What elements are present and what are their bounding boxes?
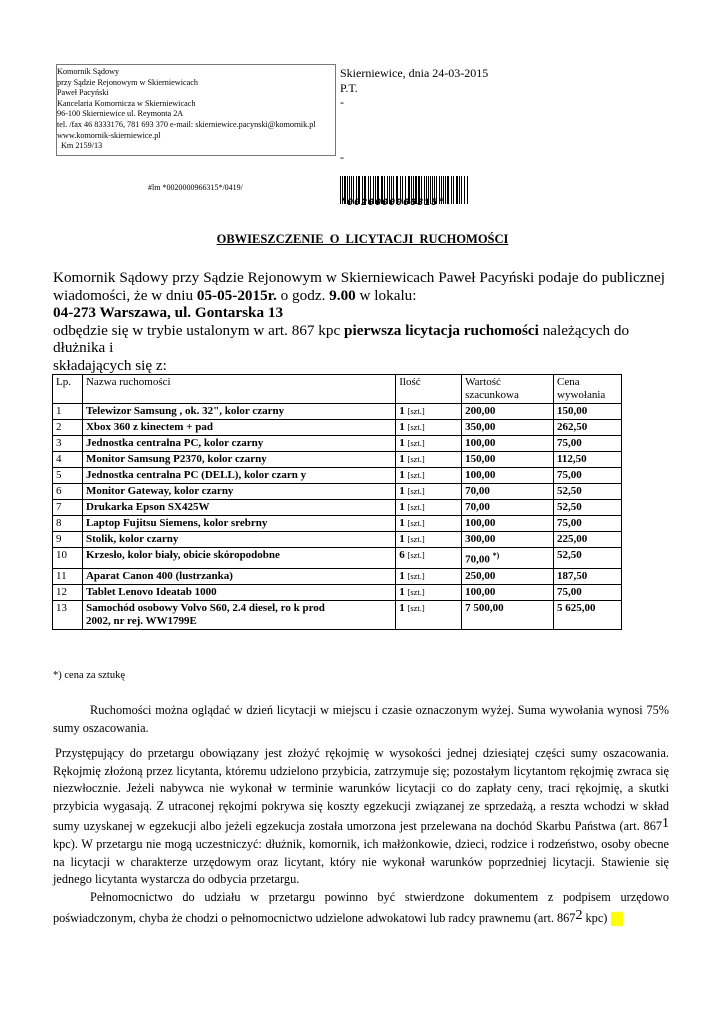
item-name-cell — [82, 452, 395, 468]
table-row — [53, 532, 622, 548]
item-name-cell — [82, 500, 395, 516]
paragraph-deposit — [53, 745, 669, 889]
item-name: Xbox 360 z kinectem + pad — [85, 421, 213, 433]
item-value: 200,00 — [465, 405, 496, 417]
item-value: 300,00 — [465, 533, 496, 545]
header-value — [462, 375, 554, 404]
item-value-cell — [462, 404, 554, 420]
item-qty-cell — [396, 516, 462, 532]
item-name-cell — [82, 468, 395, 484]
item-qty: 1 — [399, 485, 405, 497]
item-lp: 6 — [53, 484, 83, 500]
sender-line: www.komornik-skierniewice.pl — [57, 130, 161, 140]
table-row — [53, 452, 622, 468]
header-price — [554, 375, 622, 404]
intro-text-fragment: wiadomości, że w dniu — [53, 286, 197, 304]
table-row — [53, 484, 622, 500]
item-qty-cell — [396, 548, 462, 569]
item-name-cell — [82, 568, 395, 584]
item-qty-cell — [396, 468, 462, 484]
item-value-cell — [462, 484, 554, 500]
table-row — [53, 600, 622, 629]
auction-location: 04-273 Warszawa, ul. Gontarska 13 — [53, 304, 284, 321]
item-value-cell — [462, 584, 554, 600]
item-lp: 8 — [53, 516, 83, 532]
header-value-line: Wartość — [465, 376, 501, 388]
sender-line: Kancelaria Komornicza w Skierniewicach — [57, 98, 196, 108]
item-value-cell — [462, 516, 554, 532]
item-qty-cell — [396, 484, 462, 500]
item-name: Samochód osobowy Volvo S60, 2.4 diesel, ro k prod — [85, 601, 325, 614]
item-price: 5 625,00 — [554, 600, 622, 629]
item-qty: 1 — [399, 585, 405, 598]
item-unit: [szt.] — [407, 550, 425, 560]
item-value-cell — [462, 420, 554, 436]
intro-line-1: Komornik Sądowy przy Sądzie Rejonowym w Skierniewicach Paweł Pacyński podaje do publicznej — [53, 269, 665, 286]
paragraph-power-of-attorney — [53, 889, 669, 927]
item-qty: 1 — [399, 501, 405, 513]
item-name-cell — [82, 600, 395, 629]
intro-line-4 — [53, 322, 665, 357]
table-row — [53, 436, 622, 452]
item-name-cell — [82, 548, 395, 569]
auction-type: pierwsza licytacja ruchomości — [344, 321, 539, 339]
dash-line: - — [340, 95, 344, 109]
item-lp: 7 — [53, 500, 83, 516]
item-name: Monitor Gateway, kolor czarny — [85, 485, 234, 497]
item-qty-cell — [396, 584, 462, 600]
barcode-number: *0020000966315* — [340, 198, 446, 209]
item-qty: 1 — [399, 533, 405, 545]
item-lp: 12 — [53, 584, 83, 600]
paragraph-fragment: Przystępujący do przetargu obowiązany jest złożyć rękojmię w wysokości jednej dziesiątej części sumy oszacowania. Rękojmię złożoną przez licytanta, któremu udzielono przybicia, zatrzymuje się; pozostałym licytantom rękojmię zwraca się niezwłocznie. Jeżeli nabywca nie wykonał w terminie warunków licytacji co do zapłaty ceny, traci rękojmię, a skutki przybicia wygasają. Z utraconej rękojmi pokrywa się koszty egzekucji związanej ze sprzedażą, a reszta wchodzi w skład sumy uzyskanej w egzekucji albo jeżeli egzekucja została umorzona jest przelewana na dochód Skarbu Państwa (art. 867 — [53, 746, 669, 834]
table-header-row — [53, 375, 622, 404]
header-right — [340, 66, 488, 110]
item-qty: 1 — [399, 421, 405, 433]
item-name: Drukarka Epson SX425W — [85, 501, 210, 513]
header-price-line: Cena — [557, 376, 580, 388]
intro-text-fragment: o godz. — [276, 286, 330, 304]
item-unit: [szt.] — [407, 486, 425, 496]
item-qty: 1 — [399, 453, 405, 465]
auction-time: 9.00 — [329, 286, 356, 304]
sender-line: przy Sądzie Rejonowym w Skierniewicach — [57, 77, 198, 87]
item-unit: [szt.] — [407, 570, 425, 581]
item-unit: [szt.] — [407, 438, 425, 448]
auction-date: 05-05-2015r. — [196, 286, 277, 304]
item-value: 100,00 — [465, 437, 496, 449]
case-number: Km 2159/13 — [61, 141, 103, 151]
item-value: 70,00 — [465, 485, 490, 497]
item-value-cell — [462, 532, 554, 548]
place-date: Skierniewice, dnia 24-03-2015 — [340, 66, 489, 80]
item-qty-cell — [396, 500, 462, 516]
item-lp: 13 — [53, 600, 83, 629]
item-price: 52,50 — [554, 484, 622, 500]
item-price: 52,50 — [554, 548, 622, 569]
item-value-cell — [462, 548, 554, 569]
item-value-cell — [462, 600, 554, 629]
item-qty-cell — [396, 452, 462, 468]
item-name: Telewizor Samsung , ok. 32", kolor czarny — [85, 405, 285, 417]
paragraph-fragment: kpc). W przetargu nie mogą uczestniczyć: dłużnik, komornik, ich małżonkowie, dzieci, rodzice i rodzeństwo, osoby obecne na licytacji w charakterze urzędowym oraz licytant, który nie wykonał warunków poprzedniej licytacji. Stawienie się jednego licytanta wystarcza do odbycia przetargu. — [53, 836, 669, 887]
item-lp: 2 — [53, 420, 83, 436]
item-value: 100,00 — [465, 585, 496, 598]
superscript: 1 — [662, 816, 669, 832]
sender-line: Paweł Pacyński — [57, 88, 109, 98]
item-qty: 1 — [399, 517, 405, 529]
value-note: *) — [492, 551, 500, 560]
item-qty: 1 — [399, 601, 405, 614]
table-row — [53, 404, 622, 420]
item-price: 112,50 — [554, 452, 622, 468]
item-name-cell — [82, 420, 395, 436]
item-value: 250,00 — [465, 569, 496, 582]
header-name: Nazwa ruchomości — [82, 375, 395, 404]
footnote: *) cena za sztukę — [53, 670, 125, 681]
item-lp: 4 — [53, 452, 83, 468]
intro-text-fragment: należących do dłużnika i — [53, 321, 630, 356]
intro-text-fragment: w lokalu: — [355, 286, 417, 304]
dash-line: - — [340, 150, 344, 164]
item-value: 70,00 — [465, 553, 490, 566]
item-price: 75,00 — [554, 468, 622, 484]
sender-line: tel. /fax 46 8333176, 781 693 370 e-mail: skierniewice.pacynski@komornik.pl — [57, 119, 316, 129]
item-name-cell — [82, 436, 395, 452]
document-title: OBWIESZCZENIE O LICYTACJI RUCHOMOŚCI — [216, 232, 509, 246]
item-value-cell — [462, 452, 554, 468]
header-lp: Lp. — [53, 375, 83, 404]
item-value: 350,00 — [465, 421, 496, 433]
item-value: 70,00 — [465, 501, 490, 513]
table-row — [53, 548, 622, 569]
highlight-mark — [611, 912, 623, 926]
item-name: Jednostka centralna PC (DELL), kolor czarn y — [85, 469, 307, 481]
item-qty-cell — [396, 532, 462, 548]
item-qty-cell — [396, 404, 462, 420]
item-price: 52,50 — [554, 500, 622, 516]
table-row — [53, 420, 622, 436]
item-name: Laptop Fujitsu Siemens, kolor srebrny — [85, 517, 268, 529]
item-price: 75,00 — [554, 584, 622, 600]
intro-text-fragment: odbędzie się w trybie ustalonym w art. 867 kpc — [53, 321, 345, 339]
item-qty-cell — [396, 436, 462, 452]
header-value-line: szacunkowa — [465, 389, 519, 401]
item-value: 7 500,00 — [465, 601, 504, 614]
item-price: 225,00 — [554, 532, 622, 548]
item-unit: [szt.] — [407, 422, 425, 432]
item-name: Stolik, kolor czarny — [85, 533, 179, 545]
item-price: 150,00 — [554, 404, 622, 420]
sender-line: 96-100 Skierniewice ul. Reymonta 2A — [57, 109, 184, 119]
item-name-cell — [82, 532, 395, 548]
item-price: 75,00 — [554, 436, 622, 452]
addressee: P.T. — [340, 80, 358, 95]
table-row — [53, 584, 622, 600]
item-value-cell — [462, 436, 554, 452]
item-name: Aparat Canon 400 (lustrzanka) — [85, 569, 233, 582]
items-table — [52, 374, 622, 630]
sender-address-box — [56, 64, 336, 156]
item-name: Jednostka centralna PC, kolor czarny — [85, 437, 264, 449]
item-name: Krzesło, kolor biały, obicie skóropodobne — [85, 549, 280, 561]
item-unit: [szt.] — [407, 454, 425, 464]
item-qty: 1 — [399, 405, 405, 417]
intro-text — [53, 269, 665, 374]
paragraph-fragment: Pełnomocnictwo do udziału w przetargu powinno być stwierdzone dokumentem z podpisem urzędowo poświadczonym, chyba że chodzi o pełnomocnictwo udzielone adwokatowi lub radcy prawnemu (art. 867 — [53, 890, 669, 925]
table-row — [53, 500, 622, 516]
item-value: 100,00 — [465, 517, 496, 529]
item-unit: [szt.] — [407, 586, 425, 597]
item-name-cont: 2002, nr rej. WW1799E — [85, 614, 197, 627]
superscript: 2 — [575, 907, 583, 923]
item-lp: 5 — [53, 468, 83, 484]
item-qty: 6 — [399, 549, 405, 561]
item-unit: [szt.] — [407, 502, 425, 512]
item-name-cell — [82, 584, 395, 600]
item-value-cell — [462, 500, 554, 516]
item-lp: 3 — [53, 436, 83, 452]
item-name: Monitor Samsung P2370, kolor czarny — [85, 453, 267, 465]
item-name-cell — [82, 484, 395, 500]
intro-line-2 — [53, 287, 665, 305]
item-qty: 1 — [399, 569, 405, 582]
item-unit: [szt.] — [407, 534, 425, 544]
item-unit: [szt.] — [407, 518, 425, 528]
item-value-cell — [462, 468, 554, 484]
table-row — [53, 568, 622, 584]
item-price: 187,50 — [554, 568, 622, 584]
item-unit: [szt.] — [407, 602, 425, 613]
item-price: 262,50 — [554, 420, 622, 436]
header-qty: Ilość — [396, 375, 462, 404]
item-unit: [szt.] — [407, 406, 425, 416]
item-qty-cell — [396, 568, 462, 584]
intro-line-5: składających się z: — [53, 356, 167, 374]
paragraph-fragment: kpc) — [582, 910, 608, 925]
item-lp: 1 — [53, 404, 83, 420]
table-row — [53, 468, 622, 484]
item-value: 150,00 — [465, 453, 496, 465]
item-qty: 1 — [399, 469, 405, 481]
item-lp: 9 — [53, 532, 83, 548]
item-unit: [szt.] — [407, 470, 425, 480]
item-qty-cell — [396, 420, 462, 436]
item-lp: 10 — [53, 548, 83, 569]
header-price-line: wywołania — [557, 389, 606, 401]
item-value: 100,00 — [465, 469, 496, 481]
item-qty: 1 — [399, 437, 405, 449]
item-name: Tablet Lenovo Ideatab 1000 — [85, 585, 217, 598]
item-value-cell — [462, 568, 554, 584]
item-name-cell — [82, 516, 395, 532]
item-price: 75,00 — [554, 516, 622, 532]
item-qty-cell — [396, 600, 462, 629]
lm-code: #lm *0020000966315*/0419/ — [148, 183, 243, 192]
sender-line: Komornik Sądowy — [57, 67, 120, 76]
table-row — [53, 516, 622, 532]
item-lp: 11 — [53, 568, 83, 584]
paragraph-viewing: Ruchomości można oglądać w dzień licytacji w miejscu i czasie oznaczonym wyżej. Suma wywołania wynosi 75% sumy oszacowania. — [53, 703, 669, 735]
item-name-cell — [82, 404, 395, 420]
